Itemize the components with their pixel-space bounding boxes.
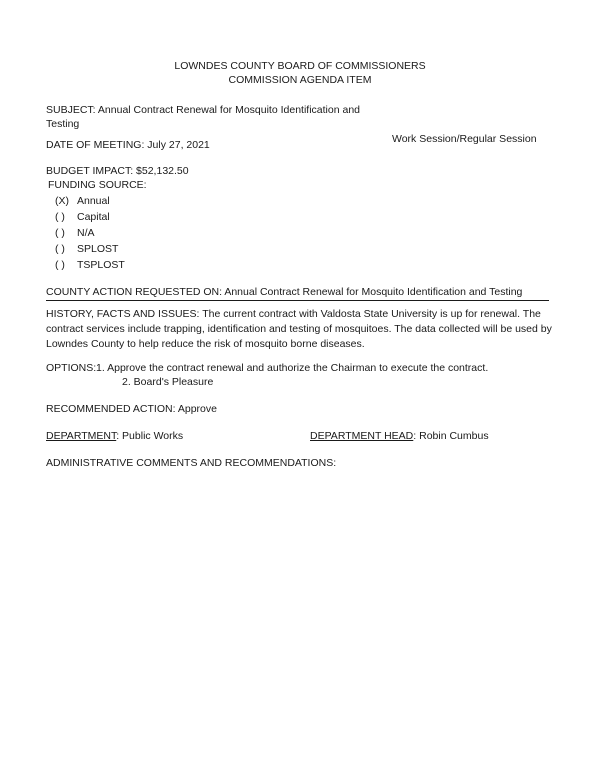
funding-option-label: SPLOST (77, 243, 119, 255)
funding-checkbox: ( ) (55, 227, 65, 239)
department-head (310, 430, 489, 442)
history-facts-issues: HISTORY, FACTS AND ISSUES: The current contract with Valdosta State University is up for renewal. The contract services include trapping, identification and testing of mosquitoes. The data collected will be used by Lowndes County to help reduce the risk of mosquito borne diseases. (46, 308, 552, 350)
funding-checkbox: ( ) (55, 243, 65, 255)
budget-impact: BUDGET IMPACT: $52,132.50 (46, 165, 189, 177)
funding-option-label: Annual (77, 195, 110, 207)
section-divider (46, 300, 549, 301)
funding-option-label: N/A (77, 227, 95, 239)
option-1: 1. Approve the contract renewal and authorize the Chairman to execute the contract. (96, 362, 489, 374)
funding-option-capital (55, 211, 110, 225)
funding-option-label: Capital (77, 211, 110, 223)
funding-checkbox: ( ) (55, 259, 65, 271)
funding-checkbox: ( ) (55, 211, 65, 223)
funding-option-label: TSPLOST (77, 259, 125, 271)
department-value: : Public Works (116, 430, 184, 442)
funding-source-label: FUNDING SOURCE: (48, 179, 147, 191)
session-type: Work Session/Regular Session (392, 133, 537, 145)
agenda-item-title: COMMISSION AGENDA ITEM (228, 74, 372, 86)
department-head-value: : Robin Cumbus (413, 430, 489, 442)
recommended-action: RECOMMENDED ACTION: Approve (46, 403, 217, 415)
administrative-comments: ADMINISTRATIVE COMMENTS AND RECOMMENDATIONS: (46, 457, 337, 469)
funding-option-annual (55, 195, 110, 209)
department-label: DEPARTMENT (46, 430, 117, 442)
meeting-date: DATE OF MEETING: July 27, 2021 (46, 139, 210, 151)
department (46, 430, 183, 442)
funding-option-splost (55, 243, 118, 257)
county-action-requested: COUNTY ACTION REQUESTED ON: Annual Contract Renewal for Mosquito Identification and Testing (46, 286, 523, 298)
options-label: OPTIONS: (46, 362, 97, 374)
department-head-label: DEPARTMENT HEAD (310, 430, 414, 442)
funding-option-tsplost (55, 259, 125, 273)
funding-checkbox: (X) (55, 195, 69, 207)
subject-line: SUBJECT: Annual Contract Renewal for Mosquito Identification and Testing (46, 104, 361, 130)
board-title: LOWNDES COUNTY BOARD OF COMMISSIONERS (174, 60, 426, 72)
funding-option-na (55, 227, 95, 241)
option-2: 2. Board's Pleasure (122, 376, 214, 388)
